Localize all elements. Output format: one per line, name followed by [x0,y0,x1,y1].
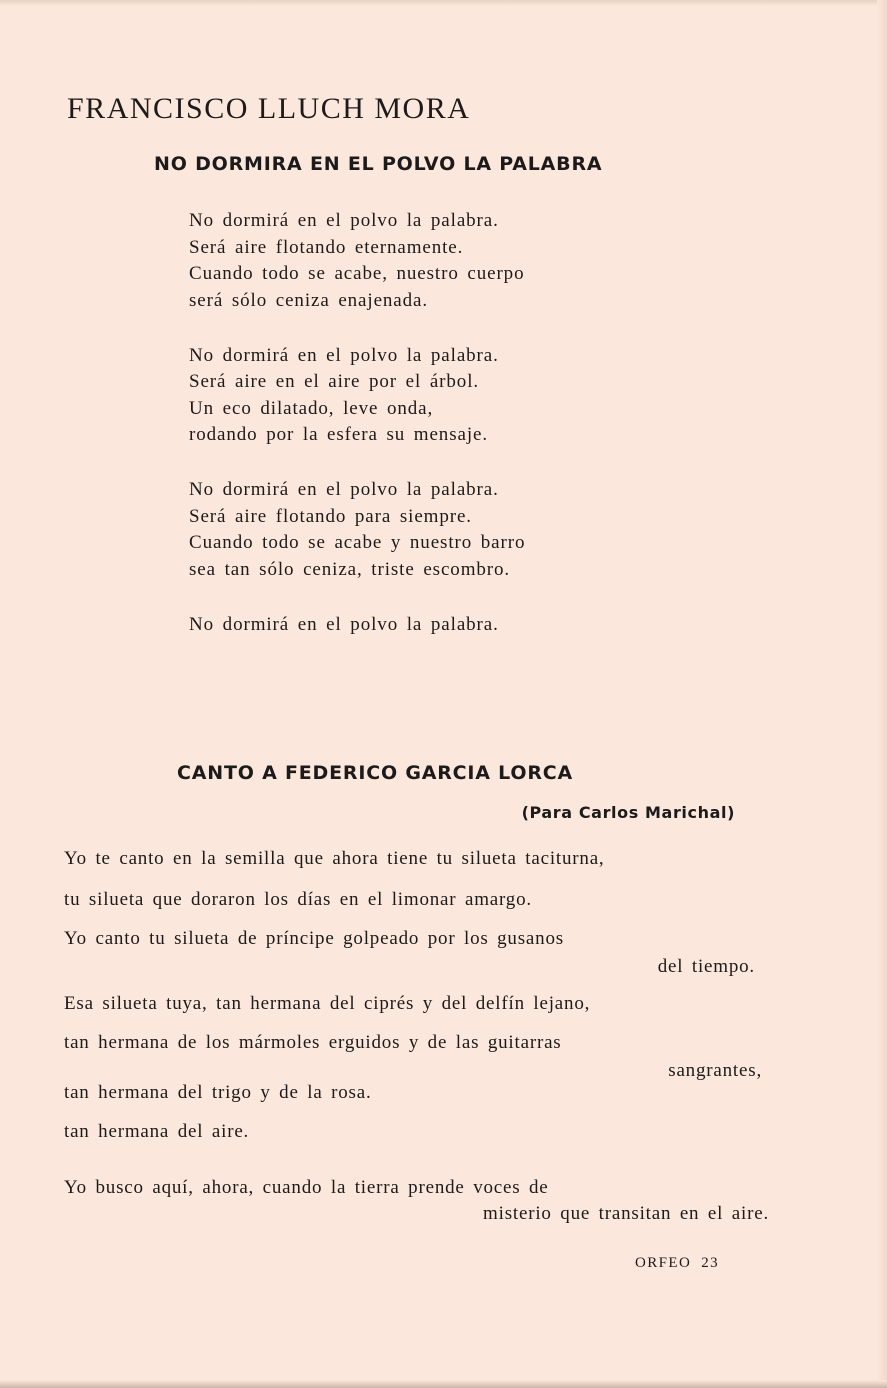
poem-line: No dormirá en el polvo la palabra. [189,479,499,500]
poem-line: Yo busco aquí, ahora, cuando la tierra prende voces de [64,1177,549,1198]
poem2-title: CANTO A FEDERICO GARCIA LORCA [177,762,574,784]
poem1-stanza-4 [189,612,525,639]
poem-line: No dormirá en el polvo la palabra. [189,344,499,366]
poem-line-continuation: del tiempo. [657,956,755,977]
poem-line-continuation: misterio que transitan en el aire. [483,1203,769,1224]
poem-line-continuation: sangrantes, [668,1060,762,1081]
poem-line: No dormirá en el polvo la palabra. [189,613,499,635]
poem-line: tan hermana de los mármoles erguidos y de las guitarras [64,1032,562,1053]
page-footer [635,1255,719,1272]
poem-line: Será aire en el aire por el árbol. [189,371,480,392]
poem-line: sea tan sólo ceniza, triste escombro. [189,558,511,580]
poem-line: Yo te canto en la semilla que ahora tiene tu silueta taciturna, [64,848,605,869]
poem-line: será sólo ceniza enajenada. [189,289,429,311]
poem-line: Esa silueta tuya, tan hermana del ciprés y del delfín lejano, [64,993,591,1014]
poem-line: tu silueta que doraron los días en el limonar amargo. [64,889,532,910]
poem1-body [189,208,525,667]
poem-line: Será aire flotando para siempre. [189,505,472,527]
page-edge-bottom [0,1380,887,1388]
poem1-title: NO DORMIRA EN EL POLVO LA PALABRA [154,153,603,175]
poem-line: Cuando todo se acabe y nuestro barro [189,532,526,553]
poem1-stanza-2 [189,343,525,449]
page-edge-right [877,0,887,1388]
poem1-stanza-3 [189,477,525,583]
poem-line: tan hermana del trigo y de la rosa. [64,1082,372,1103]
poem-line: rodando por la esfera su mensaje. [189,424,488,445]
poem1-stanza-1 [189,208,525,314]
poem-line: Yo canto tu silueta de príncipe golpeado por los gusanos [64,928,564,949]
author-name: FRANCISCO LLUCH MORA [67,92,471,125]
page-number: 23 [701,1255,719,1271]
poem2-dedication: (Para Carlos Marichal) [521,803,735,822]
poem-line: Será aire flotando eternamente. [189,236,464,258]
page-edge-top [0,0,887,6]
poem-line: tan hermana del aire. [64,1121,250,1142]
poem-line: Un eco dilatado, leve onda, [189,397,434,419]
poem-line: Cuando todo se acabe, nuestro cuerpo [189,263,525,284]
journal-name: ORFEO [635,1255,692,1271]
poem-line: No dormirá en el polvo la palabra. [189,210,499,231]
